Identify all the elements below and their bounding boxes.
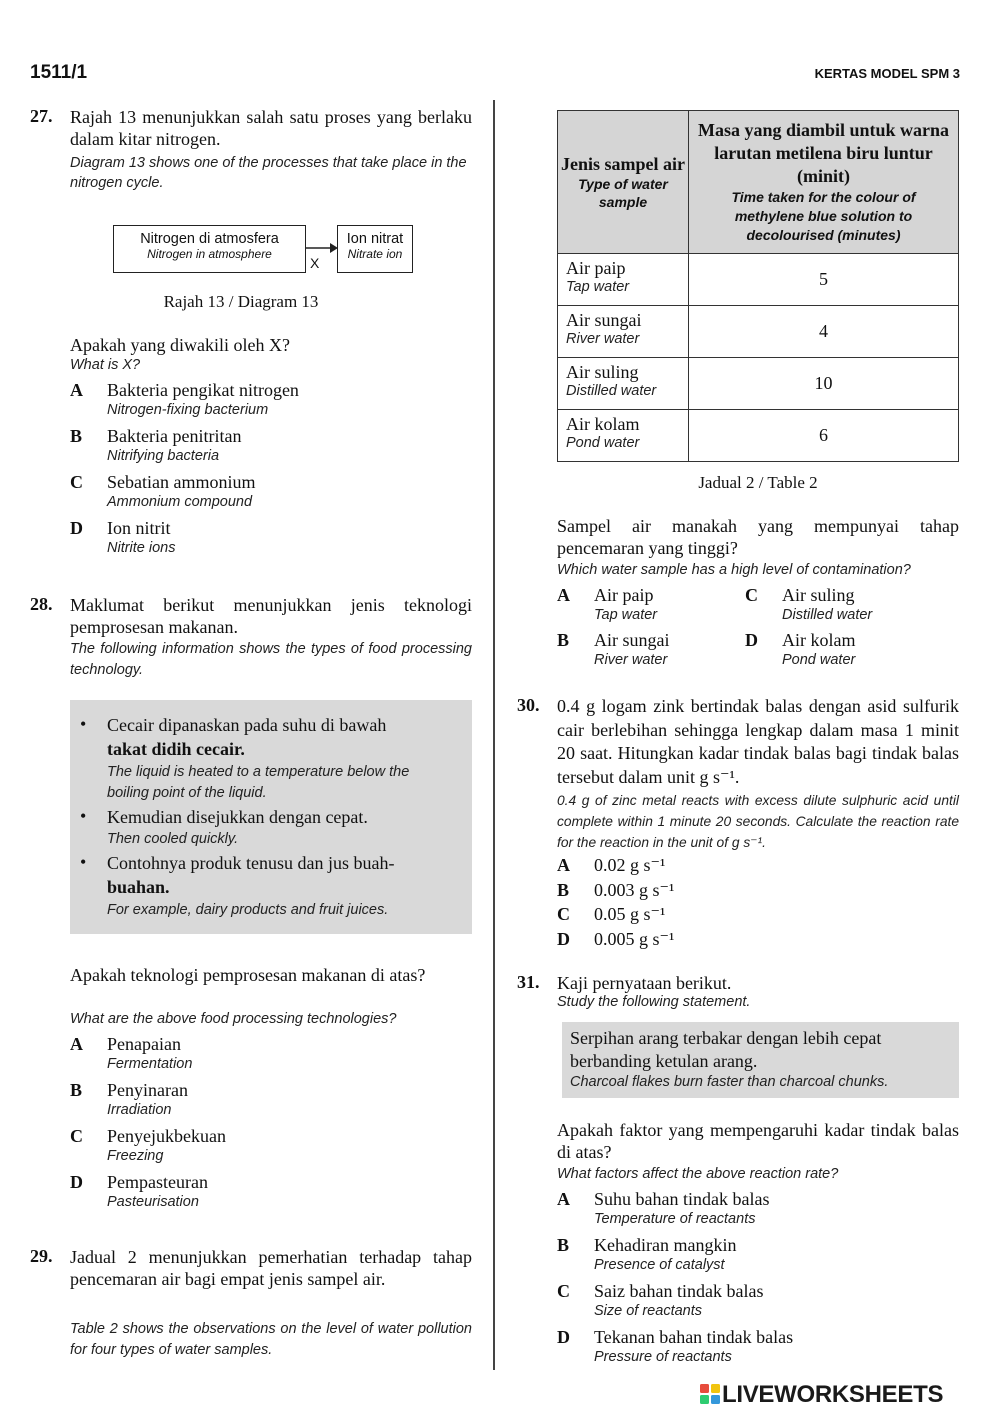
table-cell-sample <box>558 306 689 358</box>
option-text-en: Fermentation <box>107 1056 193 1072</box>
sample-ms: Air sungai <box>566 310 642 330</box>
option-letter: D <box>745 630 758 650</box>
sample-ms: Air paip <box>566 258 626 278</box>
question-ms: Apakah yang diwakili oleh X? <box>70 335 290 355</box>
bullet-icon: • <box>80 714 87 734</box>
table-row <box>558 254 959 306</box>
question-stem-ms: Kaji pernyataan berikut. <box>557 973 732 993</box>
option-text-en: River water <box>594 652 668 668</box>
question-number: 29. <box>30 1246 53 1266</box>
liveworksheets-wordmark: LIVEWORKSHEETS <box>722 1381 944 1408</box>
table-row <box>558 306 959 358</box>
question-stem-ms: Rajah 13 menunjukkan salah satu proses yang berlaku dalam kitar nitrogen. <box>70 107 472 149</box>
question-ms: Sampel air manakah yang mempunyai tahap pencemaran yang tinggi? <box>557 516 959 558</box>
option-text: 0.003 g s⁻¹ <box>594 880 675 900</box>
option-text-en: Nitrifying bacteria <box>107 448 220 464</box>
box-label-ms: Ion nitrat <box>346 231 404 247</box>
option-letter: C <box>70 472 83 492</box>
question-stem-en: 0.4 g of zinc metal reacts with excess dilute sulphuric acid until complete within 1 minute 20 seconds. Calculate the reaction rate for the reaction in the unit of g s⁻¹. <box>557 793 959 850</box>
info-line-ms: Kemudian disejukkan dengan cepat. <box>107 807 368 827</box>
table-cell-value: 10 <box>689 358 959 410</box>
table-cell-sample <box>558 254 689 306</box>
option-letter: C <box>557 904 570 924</box>
info-line-ms: Cecair dipanaskan pada suhu di bawah <box>107 715 387 735</box>
option-text-ms: Tekanan bahan tindak balas <box>594 1327 794 1347</box>
option-text-ms: Penapaian <box>107 1034 181 1054</box>
paper-code: 1511/1 <box>30 62 88 83</box>
option-text: 0.02 g s⁻¹ <box>594 855 666 875</box>
question-stem-en: Study the following statement. <box>557 994 751 1010</box>
option-letter: B <box>70 426 83 446</box>
option-text-ms: Penyejukbekuan <box>107 1126 226 1146</box>
option-letter: B <box>557 1235 570 1255</box>
option-text-ms: Bakteria pengikat nitrogen <box>107 380 299 400</box>
option-text-ms: Air kolam <box>782 630 856 650</box>
diagram-box-nitrate <box>337 225 413 273</box>
option-text-en: Ammonium compound <box>107 494 253 510</box>
logo-square <box>711 1395 720 1404</box>
question-stem-ms: Jadual 2 menunjukkan pemerhatian terhadap tahap pencemaran air bagi empat jenis sampel air. <box>70 1247 472 1289</box>
sample-en: Distilled water <box>566 383 657 399</box>
logo-square <box>700 1384 709 1393</box>
header-ms: Jenis sampel air <box>561 154 685 174</box>
info-line-en: boiling point of the liquid. <box>107 785 267 801</box>
sample-en: River water <box>566 331 640 347</box>
option-text-en: Nitrogen-fixing bacterium <box>107 402 269 418</box>
option-text-ms: Penyinaran <box>107 1080 188 1100</box>
logo-square <box>700 1395 709 1404</box>
column-divider <box>493 100 495 1370</box>
option-text-en: Nitrite ions <box>107 540 176 556</box>
box-label-ms: Nitrogen di atmosfera <box>140 231 279 247</box>
option-text-en: Presence of catalyst <box>594 1257 725 1273</box>
option-text-ms: Air sungai <box>594 630 670 650</box>
statement-ms: berbanding ketulan arang. <box>570 1051 758 1071</box>
option-letter: B <box>70 1080 83 1100</box>
sample-ms: Air suling <box>566 362 639 382</box>
sample-en: Pond water <box>566 435 640 451</box>
table-row <box>558 410 959 462</box>
question-stem-ms: Maklumat berikut menunjukkan jenis teknologi pemprosesan makanan. <box>70 595 472 637</box>
header-ms: Masa yang diambil untuk warna larutan metilena biru luntur (minit) <box>697 120 950 186</box>
option-text-ms: Air suling <box>782 585 855 605</box>
option-letter: D <box>70 518 83 538</box>
option-text: 0.05 g s⁻¹ <box>594 904 666 924</box>
table-cell-value: 5 <box>689 254 959 306</box>
option-letter: A <box>70 1034 83 1054</box>
option-text-en: Irradiation <box>107 1102 172 1118</box>
option-text-ms: Saiz bahan tindak balas <box>594 1281 764 1301</box>
table-cell-sample <box>558 410 689 462</box>
option-letter: D <box>557 929 570 949</box>
bullet-icon: • <box>80 806 87 826</box>
info-line-ms: buahan. <box>107 877 170 897</box>
option-letter: D <box>557 1327 570 1347</box>
liveworksheets-logo[interactable] <box>700 1381 992 1407</box>
option-text-ms: Sebatian ammonium <box>107 472 256 492</box>
info-line-en: For example, dairy products and fruit juices. <box>107 902 389 918</box>
table-2 <box>557 110 959 462</box>
option-text-ms: Kehadiran mangkin <box>594 1235 737 1255</box>
info-line-ms: takat didih cecair. <box>107 739 245 759</box>
question-number: 30. <box>517 695 540 715</box>
option-text-en: Distilled water <box>782 607 873 623</box>
logo-square <box>711 1384 720 1393</box>
table-row <box>558 358 959 410</box>
paper-title: KERTAS MODEL SPM 3 <box>814 66 960 81</box>
option-letter: B <box>557 880 570 900</box>
table-cell-sample <box>558 358 689 410</box>
arrow-right-icon <box>306 240 338 256</box>
header-en: Time taken for the colour of methylene blue solution to decolourised (minutes) <box>731 189 916 243</box>
option-letter: D <box>70 1172 83 1192</box>
question-stem-ms: 0.4 g logam zink bertindak balas dengan asid sulfurik cair berlebihan sehingga lengkap dalam masa 1 minit 20 saat. Hitungkan kadar tindak balas bagi tindak balas tersebut dalam unit g s⁻¹. <box>557 696 959 787</box>
diagram-box-nitrogen <box>113 225 306 273</box>
option-text-en: Pond water <box>782 652 856 668</box>
option-letter: A <box>557 585 570 605</box>
question-en: What is X? <box>70 357 141 373</box>
sample-en: Tap water <box>566 279 630 295</box>
table-cell-value: 4 <box>689 306 959 358</box>
question-en: Which water sample has a high level of contamination? <box>557 562 911 578</box>
option-letter: A <box>557 1189 570 1209</box>
table-header-cell <box>689 111 959 254</box>
box-label-en: Nitrate ion <box>347 247 403 261</box>
option-text-en: Temperature of reactants <box>594 1211 756 1227</box>
sample-ms: Air kolam <box>566 414 640 434</box>
arrow-label-x: X <box>310 255 320 271</box>
info-line-en: The liquid is heated to a temperature below the <box>107 764 410 780</box>
table-cell-value: 6 <box>689 410 959 462</box>
option-text-ms: Pempasteuran <box>107 1172 208 1192</box>
diagram-caption: Rajah 13 / Diagram 13 <box>163 292 319 311</box>
option-text-en: Size of reactants <box>594 1303 702 1319</box>
option-text-ms: Ion nitrit <box>107 518 171 538</box>
table-caption: Jadual 2 / Table 2 <box>698 473 818 492</box>
question-en: What factors affect the above reaction rate? <box>557 1166 839 1182</box>
option-letter: C <box>557 1281 570 1301</box>
statement-ms: Serpihan arang terbakar dengan lebih cepat <box>570 1028 882 1048</box>
option-text-ms: Air paip <box>594 585 654 605</box>
question-ms: Apakah faktor yang mempengaruhi kadar tindak balas di atas? <box>557 1120 959 1162</box>
table-header-cell <box>558 111 689 254</box>
question-stem-en: Diagram 13 shows one of the processes that take place in the nitrogen cycle. <box>70 155 467 191</box>
question-stem-en: The following information shows the types of food processing technology. <box>70 641 472 678</box>
liveworksheets-logo-icon <box>700 1384 720 1404</box>
option-text-ms: Suhu bahan tindak balas <box>594 1189 770 1209</box>
option-letter: C <box>70 1126 83 1146</box>
box-label-en: Nitrogen in atmosphere <box>147 247 272 261</box>
question-en: What are the above food processing technologies? <box>70 1011 397 1027</box>
option-text-en: Tap water <box>594 607 658 623</box>
info-line-en: Then cooled quickly. <box>107 831 239 847</box>
statement-box <box>562 1022 959 1098</box>
question-number: 31. <box>517 972 540 992</box>
question-number: 28. <box>30 594 53 614</box>
option-letter: A <box>70 380 83 400</box>
info-line-ms: Contohnya produk tenusu dan jus buah- <box>107 853 395 873</box>
question-stem-en: Table 2 shows the observations on the level of water pollution for four types of water samples. <box>70 1321 472 1358</box>
option-text-en: Pasteurisation <box>107 1194 199 1210</box>
option-text-en: Freezing <box>107 1148 164 1164</box>
table-header-row <box>558 111 959 254</box>
bullet-icon: • <box>80 852 87 872</box>
option-text-ms: Bakteria penitritan <box>107 426 242 446</box>
option-letter: B <box>557 630 570 650</box>
header-en: Type of water sample <box>578 176 668 210</box>
question-number: 27. <box>30 106 53 126</box>
question-ms: Apakah teknologi pemprosesan makanan di atas? <box>70 965 426 985</box>
option-text: 0.005 g s⁻¹ <box>594 929 675 949</box>
option-text-en: Pressure of reactants <box>594 1349 732 1365</box>
info-box <box>70 700 472 934</box>
option-letter: C <box>745 585 758 605</box>
statement-en: Charcoal flakes burn faster than charcoal chunks. <box>570 1074 889 1090</box>
option-letter: A <box>557 855 570 875</box>
